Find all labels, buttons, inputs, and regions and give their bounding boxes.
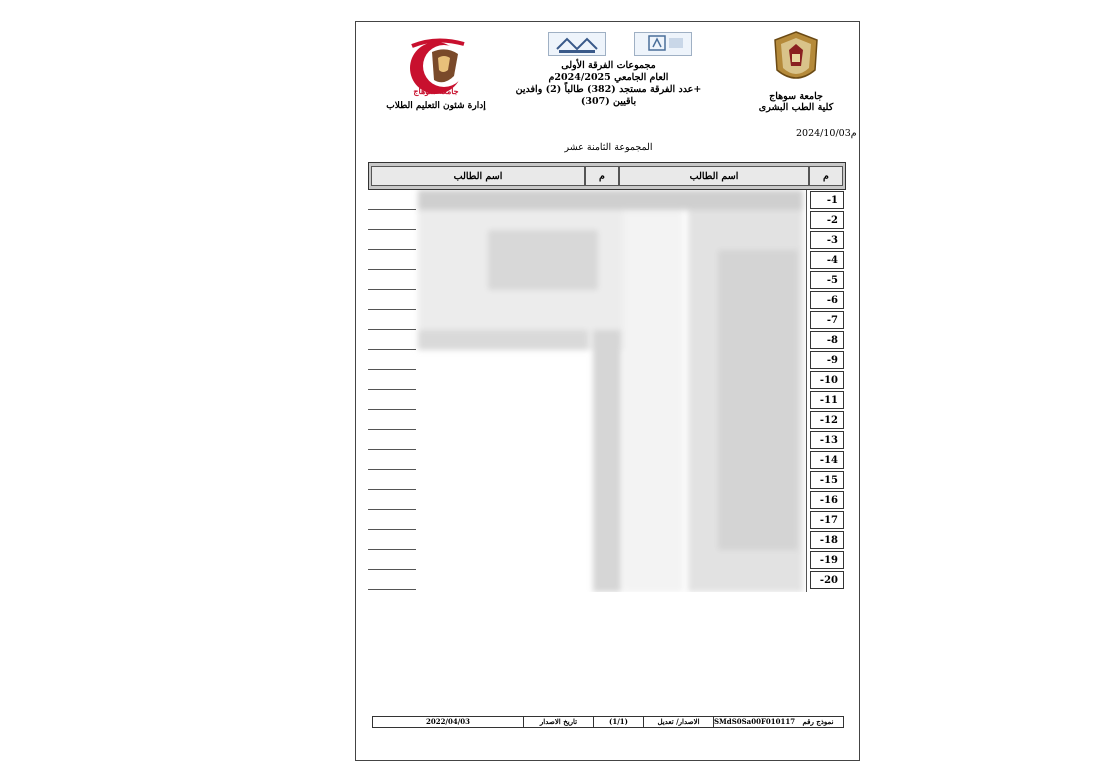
group-title: المجموعة الثامنة عشر <box>564 142 653 153</box>
row-number: -2 <box>810 211 844 229</box>
row-number: -15 <box>810 471 844 489</box>
row-number: -19 <box>810 551 844 569</box>
document-page <box>355 21 860 761</box>
university-crest-logo <box>771 30 821 88</box>
row-number: -3 <box>810 231 844 249</box>
accreditation-logo-2 <box>634 32 692 56</box>
row-number: -9 <box>810 351 844 369</box>
issue-value: (1/1) <box>593 717 643 727</box>
row-number: -5 <box>810 271 844 289</box>
table-row <box>368 430 846 450</box>
row-number: -18 <box>810 531 844 549</box>
table-row <box>368 450 846 470</box>
row-number: -17 <box>810 511 844 529</box>
table-row <box>368 330 846 350</box>
students-table <box>368 162 846 592</box>
table-row <box>368 550 846 570</box>
form-footer <box>372 716 844 728</box>
accreditation-logo-1 <box>548 32 606 56</box>
sohag-university-red-logo <box>394 36 478 98</box>
row-number: -11 <box>810 391 844 409</box>
issue-label: الاصدار/ تعديل <box>643 717 713 727</box>
quality-emblem-icon <box>635 33 691 55</box>
accreditation-logos <box>506 30 711 58</box>
row-number: -13 <box>810 431 844 449</box>
row-number: -7 <box>810 311 844 329</box>
document-date: 2024/10/03م <box>796 128 857 139</box>
table-row <box>368 490 846 510</box>
row-number: -8 <box>810 331 844 349</box>
student-affairs-label: إدارة شئون التعليم الطلاب <box>386 101 486 111</box>
faculty-name: كلية الطب البشرى <box>758 102 834 113</box>
row-number: -4 <box>810 251 844 269</box>
header-name-col-2: اسم الطالب <box>371 166 585 186</box>
table-row <box>368 210 846 230</box>
table-header <box>368 162 846 190</box>
row-number: -20 <box>810 571 844 589</box>
table-row <box>368 310 846 330</box>
table-row <box>368 410 846 430</box>
row-number: -1 <box>810 191 844 209</box>
header-number-col: م <box>809 166 843 186</box>
table-row <box>368 290 846 310</box>
row-number: -16 <box>810 491 844 509</box>
row-number: -6 <box>810 291 844 309</box>
remain-line: (307) باقيين <box>580 96 637 107</box>
header-number-col-2: م <box>585 166 619 186</box>
row-number: -12 <box>810 411 844 429</box>
table-row <box>368 530 846 550</box>
header-center <box>506 30 711 108</box>
accreditation-emblem-icon <box>549 33 605 55</box>
row-number: -10 <box>810 371 844 389</box>
header-title: مجموعات الفرقة الأولى <box>561 60 656 71</box>
table-row <box>368 350 846 370</box>
issue-date-value: 2022/04/03 <box>425 717 471 726</box>
row-rule <box>368 589 416 590</box>
table-row <box>368 570 846 590</box>
issue-date-label: تاريخ الاصدار <box>523 717 593 727</box>
table-row <box>368 510 846 530</box>
academic-year: العام الجامعي 2024/2025م <box>548 72 669 83</box>
table-row <box>368 190 846 210</box>
university-name: جامعة سوهاج <box>769 91 823 102</box>
table-row <box>368 470 846 490</box>
table-row <box>368 230 846 250</box>
header-name-col: اسم الطالب <box>619 166 809 186</box>
table-row <box>368 390 846 410</box>
form-label: نموذج رقم <box>802 717 834 726</box>
logo-caption: جامعة سوهاج <box>413 86 459 96</box>
row-number: -14 <box>810 451 844 469</box>
form-code: SMdS0Sa00F010117 <box>714 717 796 726</box>
count-line: عدد الفرقة مستجد (382) طالباً (2) وافدين+ <box>515 84 702 95</box>
university-block <box>751 30 841 113</box>
student-affairs-block <box>386 36 486 111</box>
table-row <box>368 270 846 290</box>
table-row <box>368 250 846 270</box>
table-row <box>368 370 846 390</box>
